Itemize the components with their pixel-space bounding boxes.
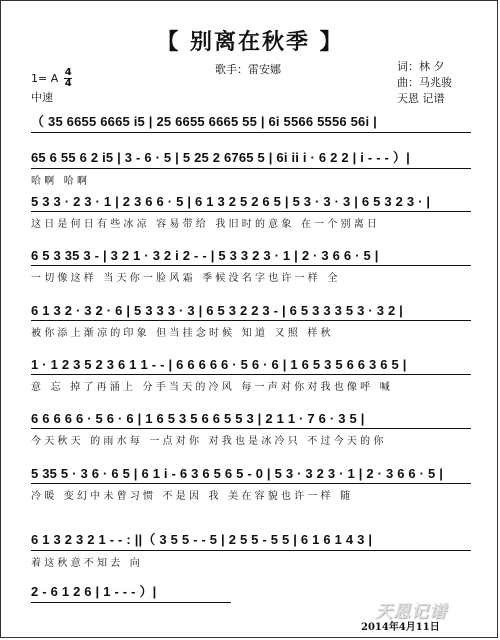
beam-underline [31,428,471,429]
score-system-10 [31,581,231,606]
time-signature-top: 4 [64,67,72,78]
score-system-7 [31,411,471,447]
transcription-date: 2014年4月11日 [361,622,440,633]
score-system-8 [31,466,471,502]
transcriber-credit: 天恩 记谱 [397,92,445,105]
lyrics-line: 哈啊 哈啊 [31,176,91,187]
beam-underline [31,602,231,603]
beam-underline [31,483,471,484]
beam-underline [31,168,471,169]
time-signature [64,68,72,89]
notation-line: 5 35 5 · 3 6 · 6 5 | 6 1 i - 6 3 6 5 6 5 - 0 | 5 3 · 3 2 3 · 1 | 2 · 3 6 6 · 5 | [31,466,444,481]
score-system-5 [31,303,471,339]
lyrics-line: 着这秋意不知去 向 [31,558,143,569]
beam-underline [31,265,471,266]
lyricist-credit: 词：林 夕 [397,60,445,73]
score-system-9 [31,529,471,569]
beam-underline [31,374,471,375]
key-signature [31,68,72,89]
notation-line: 1 · 1 2 3 5 2 3 6 1 1 - - | 6 6 6 6 6 · 5 6 · 6 | 1 6 5 3 5 6 6 3 6 5 | [31,357,407,372]
score-system-1 [31,111,471,136]
watermark-stamp: 天恩记谱 [375,602,447,622]
lyrics-line: 一切像这样 当天你一脸风霜 季候没名字也许一样 全 [31,273,341,284]
lyrics-line: 冷暖 变幻中未曾习惯 不是因 我 美在容貌也许一样 随 [31,491,354,502]
notation-line: 65 6 55 6 2 i5 | 3 - 6 · 5 | 5 25 2 6765 5 | 6i ii i · 6 2 2 | i - - - ）| [31,150,410,165]
notation-line: 6 1 3 2 3 2 1 - - : ||（ 3 5 5 - - 5 | 2 5 5 - 5 5 | 6 1 6 1 4 3 | [31,532,373,547]
notation-line: 6 6 6 6 6 · 5 6 · 6 | 1 6 5 3 5 6 6 5 5 3 | 2 1 1 · 7 6 · 3 5 | [31,411,365,426]
composer-credit: 曲：马兆骏 [397,76,452,89]
time-signature-bottom: 4 [64,78,72,89]
lyrics-line: 这日是何日有些冰凉 容易带给 我旧时的意象 在一个别离日 [31,219,381,230]
notation-line: 2 - 6 1 2 6 | 1 - - - ）| [31,584,157,599]
lyrics-line: 今天秋天 的雨水每 一点对你 对我也是冰冷只 不过今天的你 [31,436,387,447]
notation-line: （ 35 6655 6665 i5 | 25 6655 6665 55 | 6i 5566 5556 56i | [31,114,377,129]
singer-label: 歌手：雷安娜 [215,63,281,76]
beam-underline [31,550,471,551]
beam-underline [31,132,471,133]
beam-underline [31,211,471,212]
notation-line: 6 1 3 2 · 3 2 · 6 | 5 3 3 3 · 3 | 6 5 3 2 2 3 - | 6 5 3 3 3 5 3 · 3 2 | [31,303,404,318]
score-system-6 [31,357,471,393]
credits [397,59,452,107]
beam-underline [31,320,471,321]
lyrics-line: 意 忘 掉了再涌上 分手当天的冷风 每一声对你对我也像呼 喊 [31,382,393,393]
key-label: 1= A [31,72,59,85]
notation-line: 5 3 3 · 2 3 · 1 | 2 3 6 6 · 5 | 6 1 3 2 5 2 6 5 | 5 3 · 3 · 3 | 6 5 3 2 3 · | [31,194,431,209]
score-system-2 [31,147,471,187]
lyrics-line: 被你添上渐凉的印象 但当挂念时候 知道 又照 样秋 [31,328,334,339]
tempo-marking: 中速 [31,91,53,104]
score-system-4 [31,248,471,284]
score-system-3 [31,194,471,230]
song-title: 【 别离在秋季 】 [156,30,344,55]
notation-line: 6 5 3 35 3 - | 3 2 1 · 3 2 i 2 - - | 5 3 3 2 3 · 1 | 2 · 3 6 6 · 5 | [31,248,379,263]
